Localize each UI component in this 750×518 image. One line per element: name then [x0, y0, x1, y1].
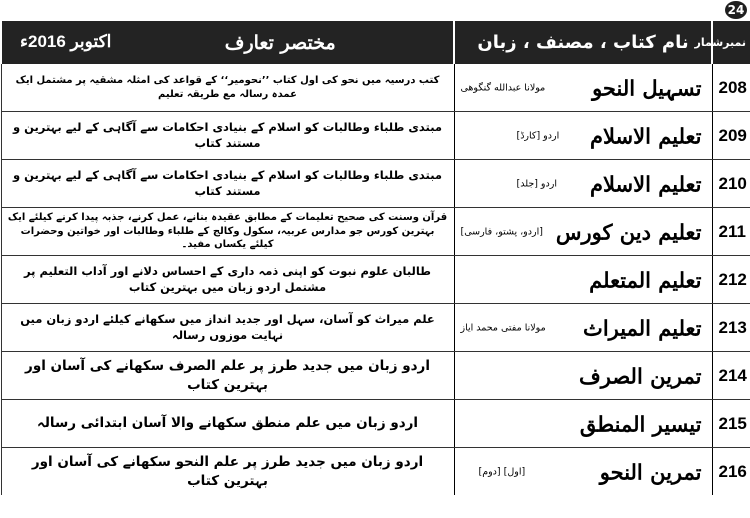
book-title: تعلیم المتعلم — [589, 267, 702, 292]
book-description: اردو زبان میں علم منطق سکھانے والا آسان ابتدائی رسالہ — [1, 400, 454, 448]
table-row — [1, 352, 750, 400]
book-description: اردو زبان میں جدید طرز پر علم الصرف سکھانے کی آسان اور بہترین کتاب — [1, 352, 454, 400]
page-number-badge: 24 — [725, 1, 747, 19]
row-number: 216 — [712, 448, 750, 496]
table-row — [1, 208, 750, 256]
book-cell — [454, 400, 712, 448]
header-book-info: نام کتاب ، مصنف ، زبان — [454, 21, 712, 64]
table-header-row — [1, 21, 750, 64]
table-row — [1, 400, 750, 448]
book-cell — [454, 160, 712, 208]
header-intro-label: مختصر تعارف — [224, 31, 336, 54]
table-row — [1, 448, 750, 496]
book-cell — [454, 64, 712, 112]
book-description: مبتدی طلباء وطالبات کو اسلام کے بنیادی احکامات سے آگاہی کے لیے بہترین و مستند کتاب — [1, 112, 454, 160]
table-row — [1, 64, 750, 112]
row-number: 212 — [712, 256, 750, 304]
book-title: تسہیل النحو — [592, 75, 702, 100]
book-catalog-table — [0, 21, 750, 495]
row-number: 214 — [712, 352, 750, 400]
row-number: 210 — [712, 160, 750, 208]
book-title: تعلیم دین کورس — [555, 219, 702, 244]
row-number: 209 — [712, 112, 750, 160]
table-row — [1, 304, 750, 352]
row-number: 213 — [712, 304, 750, 352]
header-intro — [1, 21, 454, 64]
book-cell — [454, 352, 712, 400]
book-meta: مولانا مفتی محمد ایاز — [460, 322, 546, 333]
book-description: مبتدی طلباء وطالبات کو اسلام کے بنیادی احکامات سے آگاہی کے لیے بہترین و مستند کتاب — [1, 160, 454, 208]
book-title: تمرین النحو — [599, 459, 702, 484]
book-description: اردو زبان میں جدید طرز پر علم النحو سکھانے کی آسان اور بہترین کتاب — [1, 448, 454, 496]
book-title: تمرین الصرف — [578, 363, 702, 388]
row-number: 215 — [712, 400, 750, 448]
book-meta: اردو [کارڈ] — [516, 130, 560, 141]
table-row — [1, 160, 750, 208]
book-description: کتب درسیہ میں نحو کی اول کتاب ’’نحومیر‘‘ کے قواعد کی امثلہ مشقیہ پر مشتمل ایک عمدہ رسالہ مع طریقہ تعلیم — [1, 64, 454, 112]
table-row — [1, 256, 750, 304]
book-description: علم میراث کو آسان، سہل اور جدید انداز میں سکھانے کیلئے اردو زبان میں نہایت موزوں رسالہ — [1, 304, 454, 352]
row-number: 211 — [712, 208, 750, 256]
book-title: تعلیم الاسلام — [590, 123, 702, 148]
table-row — [1, 112, 750, 160]
book-cell — [454, 304, 712, 352]
book-cell — [454, 448, 712, 496]
book-description: قرآن وسنت کی صحیح تعلیمات کے مطابق عقیدہ بنانے، عمل کرنے، جذبہ پیدا کرنے کیلئے ایک بہترین کورس جو مدارس عربیہ، سکول وکالج کے طلباء وطالبات اور خواتین وحضرات کیلئے یکساں مفید۔ — [1, 208, 454, 256]
book-cell — [454, 208, 712, 256]
row-number: 208 — [712, 64, 750, 112]
book-cell — [454, 256, 712, 304]
book-title: تیسیر المنطق — [579, 411, 702, 436]
book-title: تعلیم الاسلام — [590, 171, 702, 196]
book-meta: مولانا عبدالله گنگوھی — [460, 82, 546, 93]
header-serial: نمبرشمار — [712, 21, 750, 64]
book-meta: [اردو، پشتو، فارسی] — [460, 226, 543, 237]
book-description: طالبان علوم نبوت کو اپنی ذمہ داری کے احساس دلانے اور آداب التعلیم پر مشتمل اردو زبان میں بہترین کتاب — [1, 256, 454, 304]
book-meta: اردو [جلد] — [516, 178, 557, 189]
book-meta: [اول] [دوم] — [478, 466, 526, 477]
header-date: اکتوبر 2016ء — [20, 31, 112, 51]
book-cell — [454, 112, 712, 160]
book-title: تعلیم المیراث — [583, 315, 702, 340]
